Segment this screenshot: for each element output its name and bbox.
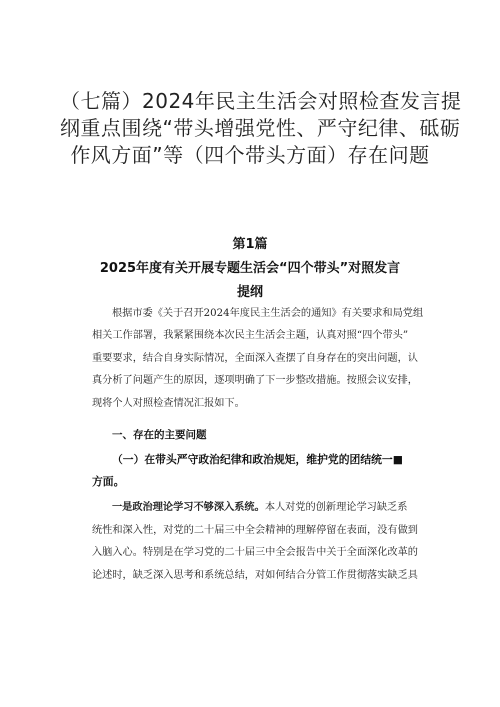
heading-level-2 xyxy=(92,449,437,493)
paragraph-line: 现将个人对照检查情况汇报如下。 xyxy=(92,397,245,409)
section-number: 第1篇 xyxy=(232,237,268,252)
heading-level-1: 一、存在的主要问题 xyxy=(112,429,207,441)
paragraph-line: 相关工作部署，我紧紧围绕本次民主生活会主题，认真对照“四个带头” xyxy=(92,330,409,342)
intro-paragraph xyxy=(92,303,432,415)
heading-line: 方面。 xyxy=(92,475,125,488)
section-subtitle: 2025年度有关开展专题生活会“四个带头”对照发言 xyxy=(99,261,401,276)
title-line: 作风方面”等（四个带头方面）存在问题 xyxy=(70,143,430,167)
paragraph-line: 统性和深入性，对党的二十届三中全会精神的理解停留在表面，没有做到 xyxy=(92,524,418,536)
point-text: 本人对党的创新理论学习缺乏系 xyxy=(264,502,408,513)
paragraph-line: 论述时，缺乏深入思考和系统总结，对如何结合分管工作贯彻落实缺乏具 xyxy=(92,569,418,581)
paragraph-line: 真分析了问题产生的原因，逐项明确了下一步整改措施。按照会议安排， xyxy=(92,375,418,387)
paragraph-line: 重要要求，结合自身实际情况，全面深入查摆了自身存在的突出问题，认 xyxy=(92,352,418,364)
point-paragraph xyxy=(92,496,432,587)
title-line: （七篇）2024年民主生活会对照检查发言提 xyxy=(60,89,462,113)
document-title xyxy=(60,88,462,169)
paragraph-line: 根据市委《关于召开2024年度民主生活会的通知》有关要求和局党组 xyxy=(112,308,424,319)
title-line: 纲重点围绕“带头增强党性、严守纪律、砥砺 xyxy=(60,116,461,140)
paragraph-line: 入脑入心。特别是在学习党的二十届三中全会报告中关于全面深化改革的 xyxy=(92,547,418,559)
outline-label: 提纲 xyxy=(236,285,263,300)
heading-line: （一）在带头严守政治纪律和政治规矩，维护党的团结统一■ xyxy=(112,453,403,466)
paragraph-line xyxy=(92,496,432,520)
point-lead: 一是政治理论学习不够深入系统。 xyxy=(112,501,265,513)
